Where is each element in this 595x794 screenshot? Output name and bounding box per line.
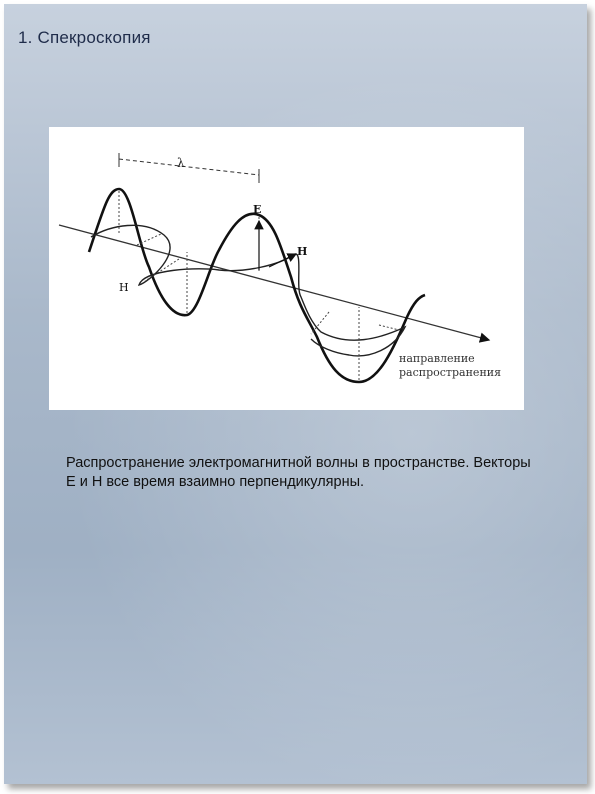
wavelength-marker	[119, 153, 259, 183]
h-vectors	[137, 234, 399, 334]
wavelength-label: λ	[177, 156, 185, 170]
wave-figure	[49, 127, 524, 410]
h-label-left: H	[119, 281, 129, 294]
direction-label-line1: направление	[399, 352, 475, 365]
h-label-right: H	[297, 245, 308, 258]
h-vector-arrow	[269, 254, 296, 267]
em-wave-diagram	[49, 127, 524, 410]
direction-label-line2: распространения	[399, 366, 502, 379]
figure-caption: Распространение электромагнитной волны в пространстве. Векторы Е и Н все время взаимно перпендикулярны.	[66, 455, 531, 490]
slide-title: 1. Спекроскопия	[18, 28, 151, 47]
slide	[4, 4, 587, 784]
e-label: E	[253, 203, 262, 216]
